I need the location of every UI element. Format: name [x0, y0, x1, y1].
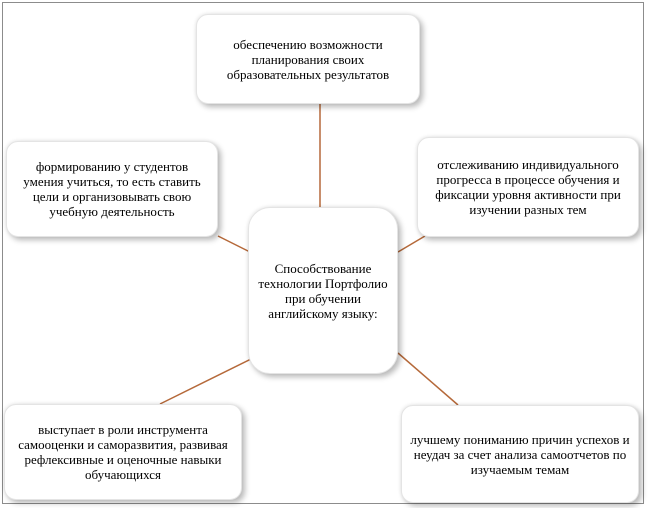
node-planning	[196, 14, 420, 104]
node-learning-skills	[6, 141, 218, 237]
node-success-analysis	[401, 405, 639, 503]
node-planning-text: обеспечению возможности планирования своих образовательных результатов	[226, 36, 390, 82]
node-center-text: Способствование технологии Портфолио при обучении английскому языку:	[258, 260, 388, 321]
node-progress-tracking	[417, 137, 639, 237]
node-self-assessment-text: выступает в роли инструмента самооценки и саморазвития, развивая рефлексивные и оценочные навыки обучающихся	[18, 422, 228, 482]
node-self-assessment	[4, 404, 242, 500]
link-center-left	[218, 236, 250, 252]
link-center-bottom-right	[398, 353, 458, 405]
link-center-right	[398, 236, 425, 252]
node-center	[248, 207, 398, 374]
node-learning-skills-text: формированию у студентов умения учиться, то есть ставить цели и организовывать свою учебную деятельность	[23, 159, 201, 219]
node-success-analysis-text: лучшему пониманию причин успехов и неудач за счет анализа самоотчетов по изучаемым темам	[410, 431, 630, 477]
node-progress-tracking-text: отслеживанию индивидуального прогресса в процессе обучения и фиксации уровня активности при изучении разных тем	[435, 157, 621, 217]
link-center-bottom-left	[160, 357, 255, 404]
